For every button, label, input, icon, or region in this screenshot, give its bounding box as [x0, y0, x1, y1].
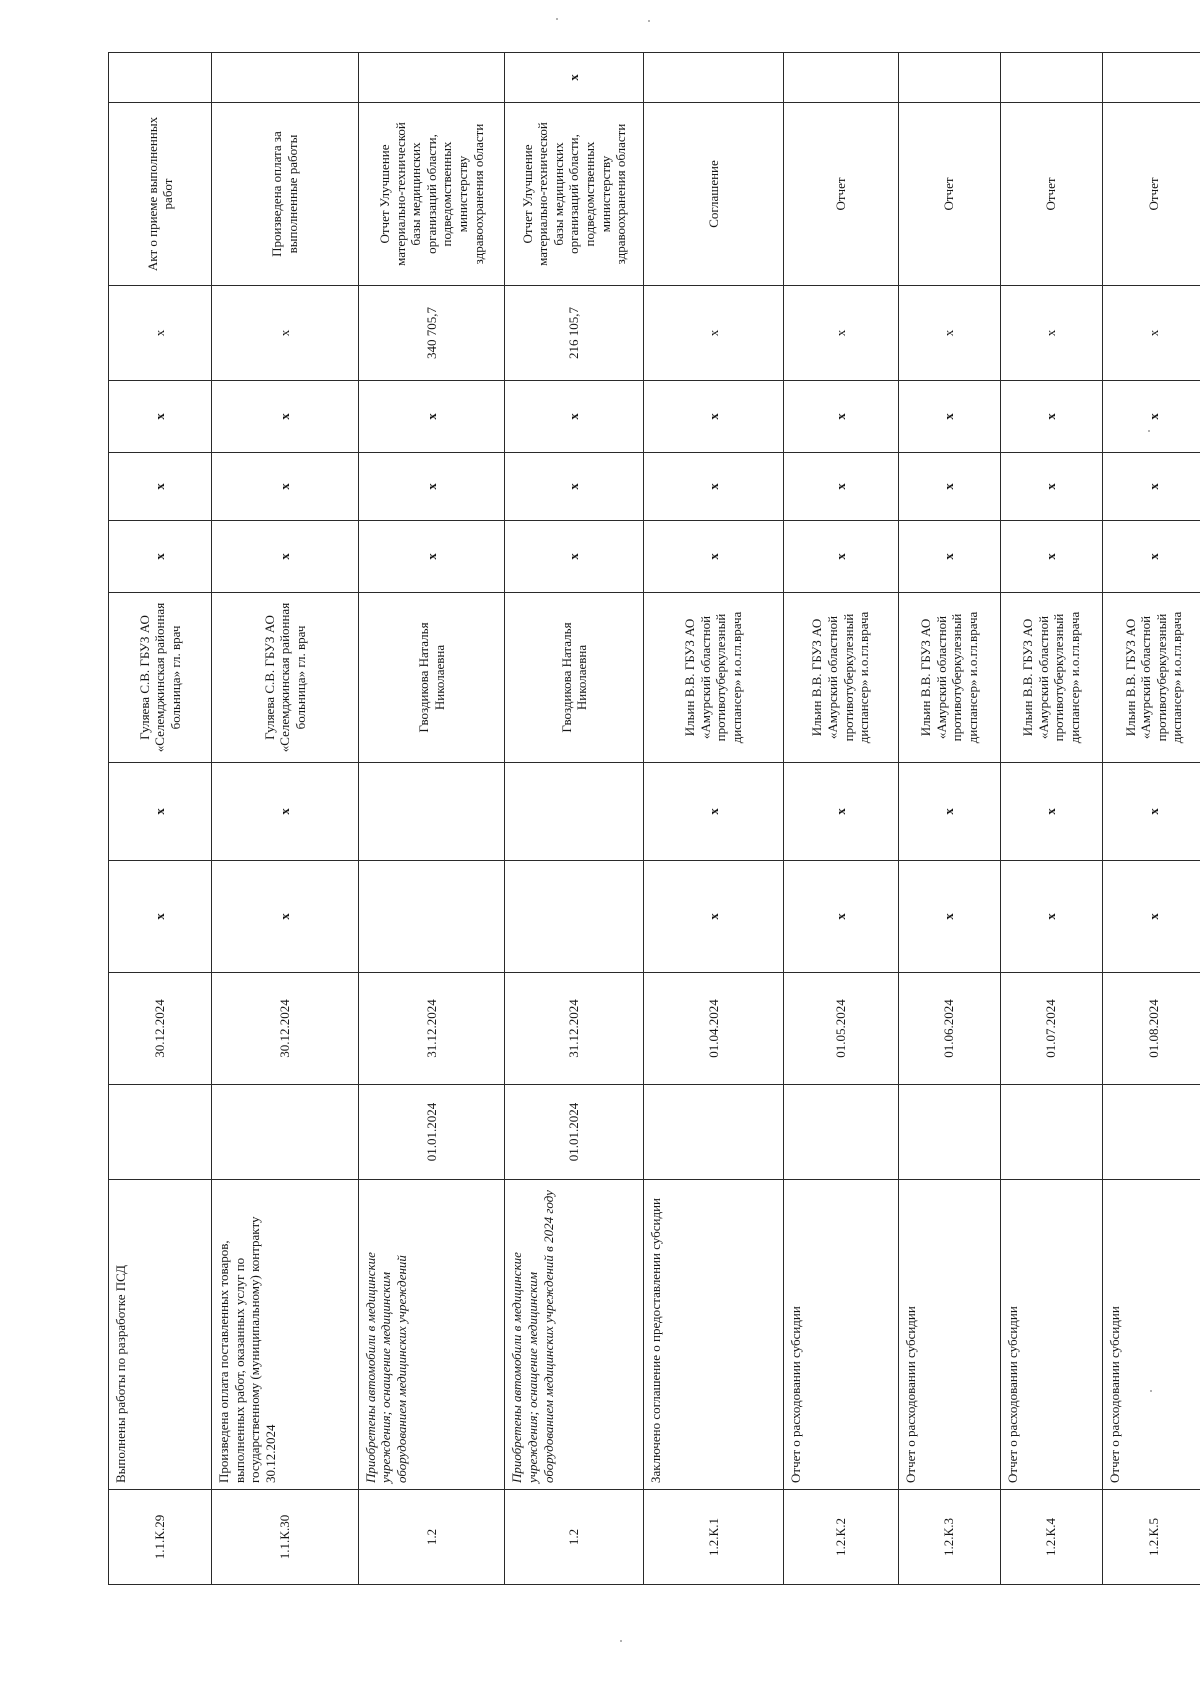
amount: x — [898, 286, 1000, 381]
table-row — [109, 53, 212, 1585]
row-name: Заключено соглашение о предоставлении субсидии — [644, 1180, 784, 1490]
cell-x: x — [212, 521, 359, 593]
cell-x — [358, 53, 505, 103]
amount: x — [644, 286, 784, 381]
start-date — [644, 1085, 784, 1180]
end-date: 30.12.2024 — [109, 973, 212, 1085]
amount: 216 105,7 — [505, 286, 644, 381]
start-date — [783, 1085, 898, 1180]
cell-x — [505, 861, 644, 973]
amount: x — [212, 286, 359, 381]
row-name: Отчет о расходовании субсидии — [898, 1180, 1000, 1490]
cell-x: x — [212, 861, 359, 973]
cell-x: x — [1102, 521, 1200, 593]
row-code: 1.2.К.4 — [1000, 1490, 1102, 1585]
row-code: 1.2.К.1 — [644, 1490, 784, 1585]
scan-speck — [556, 18, 558, 20]
row-name: Выполнены работы по разработке ПСД — [109, 1180, 212, 1490]
row-name: Приобретены автомобили в медицинские учреждения; оснащение медицинским оборудованием медицинских учреждений — [358, 1180, 505, 1490]
cell-x: x — [1102, 763, 1200, 861]
cell-x: x — [1102, 861, 1200, 973]
plan-table — [108, 52, 1200, 1585]
amount: x — [109, 286, 212, 381]
end-date: 31.12.2024 — [358, 973, 505, 1085]
table-row — [644, 53, 784, 1585]
cell-x: x — [783, 453, 898, 521]
responsible-person: Гвоздикова Наталья Николаевна — [505, 593, 644, 763]
responsible-person: Ильин В.В. ГБУЗ АО «Амурский областной противотуберкулезный диспансер» и.о.гл.врача — [644, 593, 784, 763]
cell-x: x — [358, 453, 505, 521]
responsible-person: Гуляева С.В. ГБУЗ АО «Селемджинская районная больница» гл. врач — [109, 593, 212, 763]
end-date: 01.08.2024 — [1102, 973, 1200, 1085]
row-name: Приобретены автомобили в медицинские учреждения; оснащение медицинским оборудованием медицинских учреждений в 2024 году — [505, 1180, 644, 1490]
cell-x: x — [644, 521, 784, 593]
row-code: 1.2 — [505, 1490, 644, 1585]
cell-x: x — [644, 861, 784, 973]
cell-x: x — [1000, 381, 1102, 453]
cell-x: x — [505, 521, 644, 593]
responsible-person: Гвоздикова Наталья Николаевна — [358, 593, 505, 763]
cell-x: x — [109, 453, 212, 521]
cell-x — [898, 53, 1000, 103]
start-date — [1000, 1085, 1102, 1180]
responsible-person: Ильин В.В. ГБУЗ АО «Амурский областной противотуберкулезный диспансер» и.о.гл.врача — [898, 593, 1000, 763]
cell-x: x — [212, 453, 359, 521]
cell-x: x — [644, 763, 784, 861]
table-row — [212, 53, 359, 1585]
result-document: Отчет — [898, 103, 1000, 286]
cell-x: x — [1102, 453, 1200, 521]
start-date — [212, 1085, 359, 1180]
cell-x: x — [1102, 381, 1200, 453]
table-row — [783, 53, 898, 1585]
cell-x — [1102, 53, 1200, 103]
row-name: Отчет о расходовании субсидии — [783, 1180, 898, 1490]
row-code: 1.2 — [358, 1490, 505, 1585]
cell-x: x — [783, 381, 898, 453]
row-code: 1.2.К.3 — [898, 1490, 1000, 1585]
result-document: Отчет Улучшение материально-технической базы медицинских организаций области, подведомственных министерству здравоохранения области — [358, 103, 505, 286]
cell-x: x — [783, 861, 898, 973]
cell-x: x — [212, 381, 359, 453]
cell-x: x — [1000, 763, 1102, 861]
row-code: 1.1.К.30 — [212, 1490, 359, 1585]
start-date — [1102, 1085, 1200, 1180]
result-document: Отчет — [1102, 103, 1200, 286]
amount: x — [1102, 286, 1200, 381]
result-document: Отчет Улучшение материально-технической базы медицинских организаций области, подведомственных министерству здравоохранения области — [505, 103, 644, 286]
responsible-person: Гуляева С.В. ГБУЗ АО «Селемджинская районная больница» гл. врач — [212, 593, 359, 763]
cell-x: x — [1000, 521, 1102, 593]
start-date — [109, 1085, 212, 1180]
row-code: 1.2.К.2 — [783, 1490, 898, 1585]
end-date: 01.06.2024 — [898, 973, 1000, 1085]
row-code: 1.2.К.5 — [1102, 1490, 1200, 1585]
cell-x: x — [1000, 861, 1102, 973]
cell-x: x — [109, 381, 212, 453]
cell-x: x — [898, 861, 1000, 973]
start-date: 01.01.2024 — [505, 1085, 644, 1180]
end-date: 01.07.2024 — [1000, 973, 1102, 1085]
cell-x: x — [898, 763, 1000, 861]
end-date: 30.12.2024 — [212, 973, 359, 1085]
cell-x — [109, 53, 212, 103]
end-date: 31.12.2024 — [505, 973, 644, 1085]
cell-x: x — [898, 521, 1000, 593]
table-row — [1102, 53, 1200, 1585]
start-date — [898, 1085, 1000, 1180]
result-document: Отчет — [783, 103, 898, 286]
table-row — [1000, 53, 1102, 1585]
cell-x — [212, 53, 359, 103]
cell-x — [505, 763, 644, 861]
cell-x: x — [109, 763, 212, 861]
row-name: Отчет о расходовании субсидии — [1000, 1180, 1102, 1490]
table-row — [505, 53, 644, 1585]
result-document: Произведена оплата за выполненные работы — [212, 103, 359, 286]
amount: 340 705,7 — [358, 286, 505, 381]
cell-x: x — [358, 521, 505, 593]
cell-x: x — [212, 763, 359, 861]
cell-x — [783, 53, 898, 103]
cell-x: x — [505, 381, 644, 453]
cell-x — [358, 861, 505, 973]
result-document: Отчет — [1000, 103, 1102, 286]
cell-x: x — [644, 453, 784, 521]
result-document: Акт о приеме выполненных работ — [109, 103, 212, 286]
cell-x: x — [505, 53, 644, 103]
row-name: Отчет о расходовании субсидии — [1102, 1180, 1200, 1490]
responsible-person: Ильин В.В. ГБУЗ АО «Амурский областной противотуберкулезный диспансер» и.о.гл.врача — [1000, 593, 1102, 763]
cell-x — [1000, 53, 1102, 103]
cell-x: x — [783, 763, 898, 861]
table-row — [898, 53, 1000, 1585]
row-code: 1.1.К.29 — [109, 1490, 212, 1585]
cell-x: x — [358, 381, 505, 453]
cell-x: x — [109, 861, 212, 973]
cell-x: x — [783, 521, 898, 593]
rotated-table-container — [108, 53, 1200, 1585]
cell-x: x — [644, 381, 784, 453]
row-name: Произведена оплата поставленных товаров, выполненных работ, оказанных услуг по государственному (муниципальному) контракту 30.12.2024 — [212, 1180, 359, 1490]
cell-x: x — [505, 453, 644, 521]
cell-x: x — [898, 381, 1000, 453]
end-date: 01.04.2024 — [644, 973, 784, 1085]
scan-speck — [648, 20, 650, 22]
table-row — [358, 53, 505, 1585]
cell-x: x — [1000, 453, 1102, 521]
amount: x — [783, 286, 898, 381]
amount: x — [1000, 286, 1102, 381]
scan-speck — [620, 1640, 622, 1642]
end-date: 01.05.2024 — [783, 973, 898, 1085]
result-document: Соглашение — [644, 103, 784, 286]
cell-x: x — [898, 453, 1000, 521]
responsible-person: Ильин В.В. ГБУЗ АО «Амурский областной противотуберкулезный диспансер» и.о.гл.врача — [783, 593, 898, 763]
cell-x — [644, 53, 784, 103]
cell-x: x — [109, 521, 212, 593]
responsible-person: Ильин В.В. ГБУЗ АО «Амурский областной противотуберкулезный диспансер» и.о.гл.врача — [1102, 593, 1200, 763]
cell-x — [358, 763, 505, 861]
start-date: 01.01.2024 — [358, 1085, 505, 1180]
